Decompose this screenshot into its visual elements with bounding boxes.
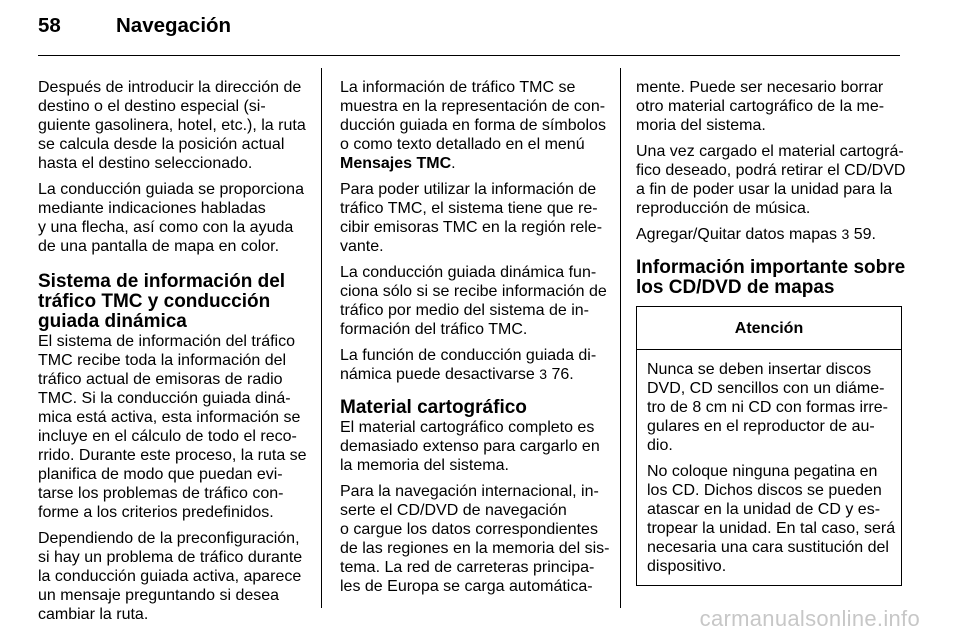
header-rule [38,55,900,56]
text-line: tráfico TMC, el sistema tiene que re- [340,200,598,217]
text-line: o como texto detallado en el menú [340,136,585,153]
page-reference-arrow-icon: 3 [539,366,548,382]
text-line: Para la navegación internacional, in- [340,483,599,500]
text-line: les de Europa se carga automática- [340,578,593,595]
text-line: cambiar la ruta. [38,606,149,623]
text-line: ciona sólo si se recibe información de [340,283,607,300]
paragraph [38,180,306,256]
text-line: destino o el destino especial (si- [38,98,266,115]
text-line: El material cartográfico completo es [340,419,595,436]
text-line: Una vez cargado el material cartográ- [636,143,904,160]
text-line: Sistema de información del [38,271,286,292]
text-line: los CD. Dichos discos se pueden [647,482,882,499]
text-line: TMC recibe toda la información del [38,352,287,369]
page-reference-arrow-icon: 3 [841,226,850,242]
text-line: de las regiones en la memoria del sis- [340,540,610,557]
text-line: námica puede desactivarse [340,366,535,383]
column-divider [321,68,322,608]
text-line: Dependiendo de la preconfiguración, [38,530,300,547]
text-line: La función de conducción guiada di- [340,347,597,364]
text-line: dispositivo. [647,558,727,575]
text-line: hasta el destino seleccionado. [38,155,253,172]
section-heading [636,257,906,298]
text-line: tropear la unidad. En tal caso, será [647,520,896,537]
text-line: atascar en la unidad de CD y es- [647,501,881,518]
paragraph [340,482,610,596]
text-line: muestra en la representación de con- [340,98,606,115]
paragraph [340,263,607,339]
page-reference: 59. [853,226,876,243]
section-heading [340,398,604,418]
text-line: serte el CD/DVD de navegación [340,502,567,519]
text-line: Después de introducir la dirección de [38,79,302,96]
text-line: o cargue los datos correspondientes [340,521,598,538]
text-line: mediante indicaciones habladas [38,200,266,217]
attention-notice-box [636,306,902,586]
text-line: a fin de poder usar la unidad para la [636,181,893,198]
text-line: cibir emisoras TMC en la región rele- [340,219,603,236]
text-line: dio. [647,437,673,454]
paragraph [636,142,906,218]
text-line: Información importante sobre [636,257,906,278]
text-line: tráfico TMC y conducción [38,291,271,312]
text-line: Para poder utilizar la información de [340,181,597,198]
paragraph [636,225,902,244]
paragraph [636,78,902,135]
text-line: de una pantalla de mapa en color. [38,238,280,255]
text-line: los CD/DVD de mapas [636,277,835,298]
text-line: demasiado extenso para cargarlo en [340,438,600,455]
text-line: se calcula desde la posición actual [38,136,285,153]
heading-text: Material cartográfico [340,397,527,418]
text-line: vante. [340,238,384,255]
text-line: TMC. Si la conducción guiada diná- [38,390,291,407]
menu-name: Mensajes TMC [340,155,452,172]
menu-path: Agregar/Quitar datos mapas [636,226,837,243]
column-divider [620,68,621,608]
text-line: La información de tráfico TMC se [340,79,576,96]
text-line: incluye en el cálculo de todo el reco- [38,428,297,445]
column-3 [636,78,906,586]
text-line: la conducción guiada activa, aparece [38,568,302,585]
text-line: necesaria una cara sustitución del [647,539,889,556]
period: . [451,155,456,172]
page-title: Navegación [116,14,232,37]
text-line: la memoria del sistema. [340,457,509,474]
notice-body [637,350,901,585]
text-line: guiente gasolinera, hotel, etc.), la ruta [38,117,306,134]
paragraph [340,418,604,475]
paragraph [38,529,306,624]
column-1 [38,78,306,631]
text-line: tráfico por medio del sistema de in- [340,302,589,319]
paragraph [38,78,306,173]
watermark: carmanualsonline.info [699,606,920,631]
paragraph [340,78,604,173]
text-line: Nunca se deben insertar discos [647,361,872,378]
text-line: mica está activa, esta información se [38,409,301,426]
text-line: reproducción de música. [636,200,811,217]
paragraph-lines [340,78,604,154]
text-line: un mensaje preguntando si desea [38,587,280,604]
page-number: 58 [38,14,61,37]
text-line: gulares en el reproductor de au- [647,418,875,435]
notice-title: Atención [637,307,901,350]
text-line: forme a los criterios predefinidos. [38,504,274,521]
text-line: DVD, CD sencillos con un diáme- [647,380,885,397]
text-line: mente. Puede ser necesario borrar [636,79,884,96]
paragraph [38,332,306,522]
text-line: formación del tráfico TMC. [340,321,528,338]
text-line: fico deseado, podrá retirar el CD/DVD [636,162,906,179]
text-line: La conducción guiada dinámica fun- [340,264,597,281]
text-line: si hay un problema de tráfico durante [38,549,303,566]
text-line: La conducción guiada se proporciona [38,181,304,198]
text-line: rrido. Durante este proceso, la ruta se [38,447,307,464]
column-2 [340,78,610,603]
paragraph [647,360,891,455]
text-line: tráfico actual de emisoras de radio [38,371,283,388]
text-line: tarse los problemas de tráfico con- [38,485,284,502]
paragraph [340,346,604,384]
paragraph [647,462,896,576]
text-line: El sistema de información del tráfico [38,333,295,350]
page-reference: 76. [551,366,574,383]
paragraph [340,180,604,256]
text-line: guiada dinámica [38,311,187,332]
text-line: ducción guiada en forma de símbolos [340,117,606,134]
text-line: planifica de modo que puedan evi- [38,466,283,483]
text-line: otro material cartográfico de la me- [636,98,885,115]
text-line: moria del sistema. [636,117,766,134]
text-line: y una flecha, así como con la ayuda [38,219,294,236]
text-line: No coloque ninguna pegatina en [647,463,878,480]
text-line: tema. La red de carreteras principa- [340,559,595,576]
text-line: tro de 8 cm ni CD con formas irre- [647,399,888,416]
section-heading [38,272,306,332]
